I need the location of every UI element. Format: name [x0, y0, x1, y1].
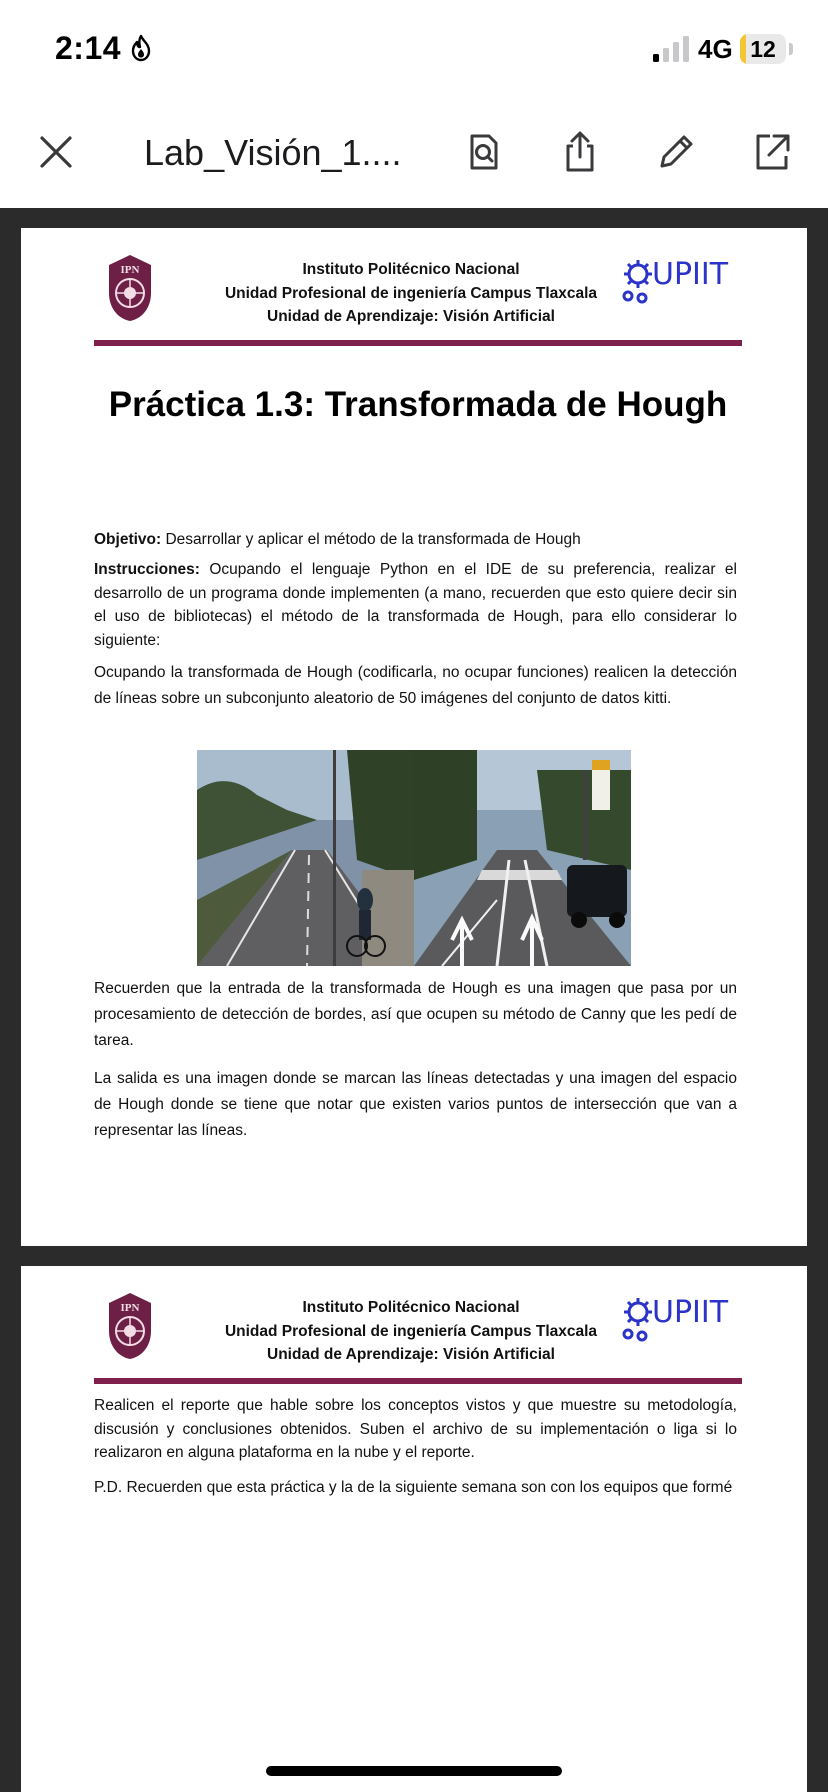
task-paragraph: Ocupando la transformada de Hough (codificarla, no ocupar funciones) realicen la detección de líneas sobre un subconjunto aleatorio de 50 imágenes del conjunto de datos kitti. [94, 664, 737, 707]
battery-cap [789, 43, 793, 55]
share-icon[interactable] [558, 130, 602, 174]
svg-text:UPIIT: UPIIT [652, 1295, 729, 1330]
svg-text:IPN: IPN [120, 264, 140, 276]
objective-text: Desarrollar y aplicar el método de la transformada de Hough [161, 531, 581, 548]
focus-flame-icon [130, 34, 152, 62]
header-line-3: Unidad de Aprendizaje: Visión Artificial [267, 308, 555, 325]
header-line-2: Unidad Profesional de ingeniería Campus Tlaxcala [224, 284, 598, 302]
instructions-label: Instrucciones: [94, 561, 200, 578]
header-line-1: Instituto Politécnico Nacional [302, 1299, 520, 1316]
objective-paragraph [94, 528, 737, 552]
open-external-icon[interactable] [750, 130, 794, 174]
battery-level: 12 [750, 36, 776, 62]
header-line-1: Instituto Politécnico Nacional [302, 261, 520, 278]
document-page-1[interactable] [21, 228, 807, 1246]
battery-icon [740, 34, 786, 64]
header-rule [94, 1378, 742, 1384]
find-in-document-icon[interactable] [462, 130, 506, 174]
close-icon[interactable] [34, 130, 78, 174]
document-title: Lab_Visión_1.... [144, 132, 402, 173]
instructions-text: Ocupando el lenguaje Python en el IDE de su preferencia, realizar el desarrollo de un programa donde implementen (a mano, recuerden que esto quiere decir sin el uso de bibliotecas) el método de la transformada de Hough, para ello considerar lo siguiente: [94, 561, 737, 649]
svg-text:IPN: IPN [120, 1302, 140, 1314]
report-paragraph: Realicen el reporte que hable sobre los conceptos vistos y que muestre su metodología, discusión y conclusiones obtenidos. Suben el archivo de su implementación o liga si lo realizaron en alguna plataforma en la nube y el reporte. [94, 1397, 737, 1461]
document-toolbar [0, 100, 828, 208]
header-rule [94, 340, 742, 346]
kitti-street-image [197, 750, 631, 966]
svg-text:UPIIT: UPIIT [652, 257, 729, 292]
status-bar [0, 0, 828, 100]
header-line-3: Unidad de Aprendizaje: Visión Artificial [267, 1346, 555, 1363]
document-page-2[interactable] [21, 1266, 807, 1792]
postscript-paragraph: P.D. Recuerden que esta práctica y la de la siguiente semana son con los equipos que formé [94, 1479, 733, 1496]
home-indicator[interactable] [266, 1766, 562, 1776]
output-description-paragraph: La salida es una imagen donde se marcan las líneas detectadas y una imagen del espacio de Hough donde se tiene que notar que existen varios puntos de intersección que van a representar las líneas. [94, 1070, 737, 1139]
page-title: Práctica 1.3: Transformada de Hough [108, 385, 728, 424]
edit-pencil-icon[interactable] [654, 130, 698, 174]
institution-header [141, 1296, 681, 1367]
status-time: 2:14 [55, 30, 122, 66]
network-type: 4G [698, 34, 733, 64]
cellular-signal-icon [652, 36, 690, 62]
header-line-2: Unidad Profesional de ingeniería Campus Tlaxcala [224, 1322, 598, 1340]
instructions-paragraph [94, 558, 737, 652]
institution-header [141, 258, 681, 329]
upiit-logo [616, 1288, 746, 1344]
objective-label: Objetivo: [94, 531, 162, 548]
upiit-logo [616, 250, 746, 306]
canny-note-paragraph: Recuerden que la entrada de la transformada de Hough es una imagen que pasa por un procesamiento de detección de bordes, así que ocupen su método de Canny que les pedí de tarea. [94, 980, 737, 1049]
